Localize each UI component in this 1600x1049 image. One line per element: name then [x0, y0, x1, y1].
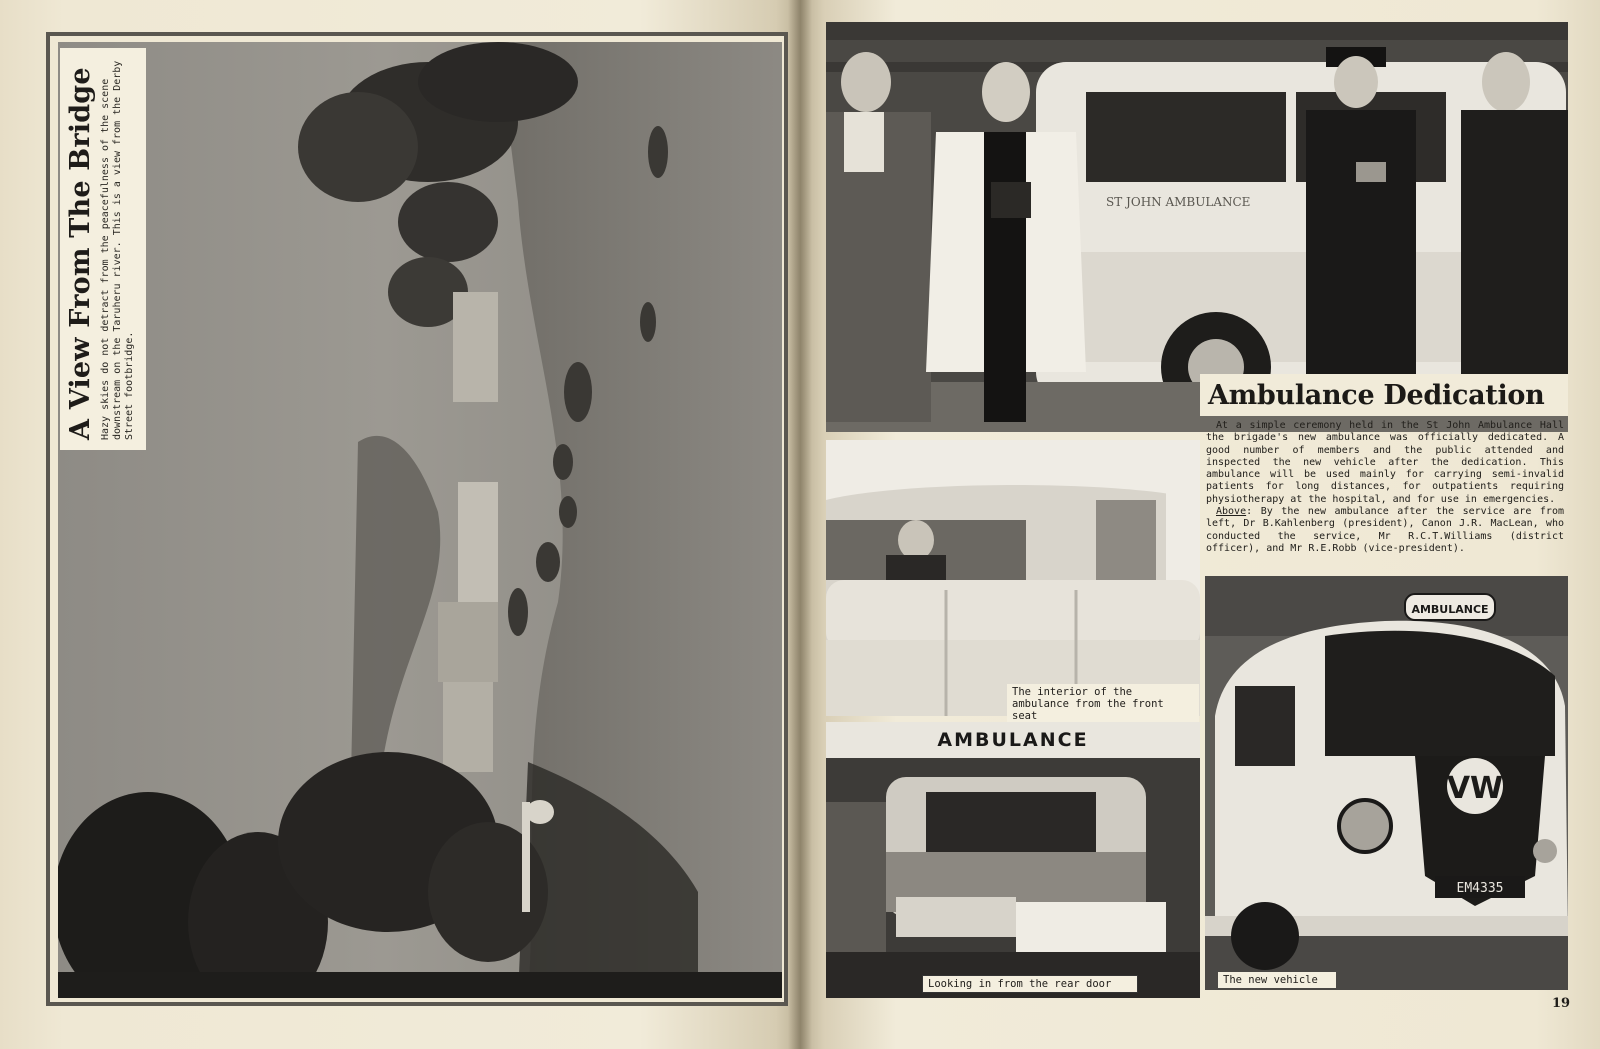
roof-sign-text: AMBULANCE	[1411, 603, 1489, 616]
page-gutter	[788, 0, 812, 1049]
new-vehicle-photo	[1205, 576, 1568, 990]
river-photo	[58, 42, 782, 998]
article-title: Ambulance Dedication	[1208, 380, 1545, 411]
article-paragraph-1: At a simple ceremony held in the St John Ambulance Hall the brigade's new ambulance was officially dedicated. A good number of members and the public attended and inspected the new vehicle after the dedication. This ambulance will be used mainly for carrying semi-invalid patients for long distances, for outpatients requiring physiotherapy at the hospital, and for use in emergencies.	[1206, 420, 1564, 505]
left-caption-panel	[60, 48, 146, 450]
left-caption-rotated	[60, 48, 146, 450]
left-headline: A View From The Bridge	[65, 67, 96, 440]
article-above-label: Above	[1216, 506, 1247, 518]
plate-text: EM4335	[1456, 881, 1504, 896]
ambulance-interior-photo	[826, 440, 1200, 716]
interior-caption: The interior of the ambulance from the front seat	[1007, 684, 1199, 724]
new-vehicle-caption: The new vehicle	[1218, 972, 1336, 988]
rear-door-photo	[826, 722, 1200, 998]
left-caption: Hazy skies do not detract from the peacefulness of the scene downstream on the Taruheru river. This is a view from the Derby Street footbridge.	[100, 60, 135, 440]
page-number: 19	[1552, 996, 1571, 1011]
article-body	[1206, 420, 1564, 555]
svg-text:VW: VW	[1446, 771, 1504, 806]
rear-caption: Looking in from the rear door	[922, 975, 1138, 993]
van-side-lettering: ST JOHN AMBULANCE	[1106, 195, 1251, 209]
article-paragraph-2	[1206, 506, 1564, 555]
article-paragraph-2-text: : By the new ambulance after the service are from left, Dr B.Kahlenberg (president), Canon J.R. MacLean, who conducted the service, Mr R.C.T.Williams (district officer), and Mr R.E.Robb (vice-president).	[1206, 506, 1564, 554]
dedication-group-photo	[826, 22, 1568, 432]
rear-sign-text: AMBULANCE	[937, 729, 1089, 751]
